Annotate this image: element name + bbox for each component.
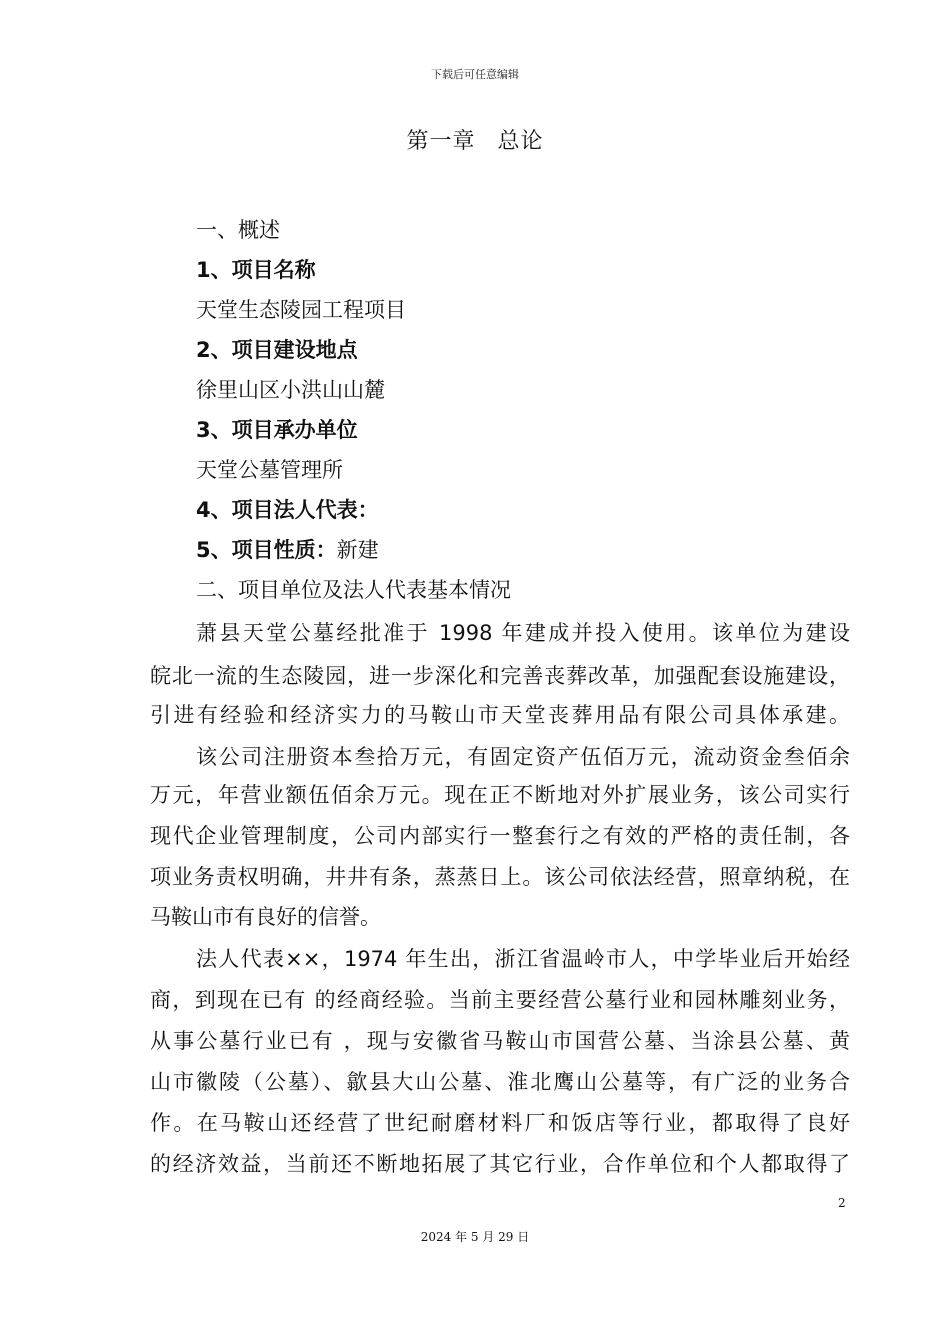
paragraph-line: 引进有经验和经济实力的马鞍山市天堂丧葬用品有限公司具体承建。: [150, 703, 850, 727]
paragraph-line: 皖北一流的生态陵园，进一步深化和完善丧葬改革，加强配套设施建设，: [150, 664, 850, 688]
paragraph-line: 从事公墓行业已有 ，现与安徽省马鞍山市国营公墓、当涂县公墓、黄: [150, 1029, 850, 1053]
chapter-title: [0, 124, 950, 155]
paragraph-line: 作。在马鞍山还经营了世纪耐磨材料厂和饭店等行业，都取得了良好: [150, 1111, 850, 1135]
item-heading-legal-rep: 4、项目法人代表：: [196, 498, 379, 522]
section-heading-basic-info: 二、项目单位及法人代表基本情况: [196, 578, 511, 602]
paragraph-line: 马鞍山市有良好的信誉。: [150, 905, 381, 929]
page-number: 2: [838, 1196, 846, 1210]
paragraph-line: 现代企业管理制度，公司内部实行一整套行之有效的严格的责任制，各: [150, 824, 850, 848]
item-heading-project-name: 1、项目名称: [196, 258, 316, 282]
location-value: 徐里山区小洪山山麓: [196, 378, 385, 402]
item-heading-nature: 5、项目性质：: [196, 538, 337, 562]
paragraph-line: 萧县天堂公墓经批准于 1998 年建成并投入使用。该单位为建设: [196, 621, 850, 645]
nature-value: 新建: [336, 538, 379, 562]
paragraph-line: 万元，年营业额伍佰余万元。现在正不断地对外扩展业务，该公司实行: [150, 783, 850, 807]
paragraph-line: 山市徽陵（公墓）、歙县大山公墓、淮北鹰山公墓等，有广泛的业务合: [150, 1070, 850, 1094]
paragraph-line: 该公司注册资本叁拾万元，有固定资产伍佰万元，流动资金叁佰余: [196, 745, 850, 769]
footer-date: 2024 年 5 月 29 日: [420, 1230, 530, 1244]
chapter-label: 第一章: [406, 129, 476, 154]
item-heading-organizer: 3、项目承办单位: [196, 418, 358, 442]
paragraph-line: 商，到现在已有 的经商经验。当前主要经营公墓行业和园林雕刻业务，: [150, 988, 850, 1012]
paragraph-line: 项业务责权明确，井井有条，蒸蒸日上。该公司依法经营，照章纳税，在: [150, 865, 850, 889]
project-name-value: 天堂生态陵园工程项目: [196, 298, 406, 322]
organizer-value: 天堂公墓管理所: [196, 458, 343, 482]
paragraph-line: 法人代表××，1974 年生出，浙江省温岭市人，中学毕业后开始经: [196, 947, 850, 971]
project-nature-line: [196, 535, 379, 565]
item-heading-location: 2、项目建设地点: [196, 338, 358, 362]
header-note: 下载后可任意编辑: [431, 68, 519, 81]
chapter-name: 总论: [497, 129, 544, 154]
section-heading-overview: 一、概述: [196, 218, 280, 242]
paragraph-line: 的经济效益，当前还不断地拓展了其它行业，合作单位和个人都取得了: [150, 1152, 850, 1176]
